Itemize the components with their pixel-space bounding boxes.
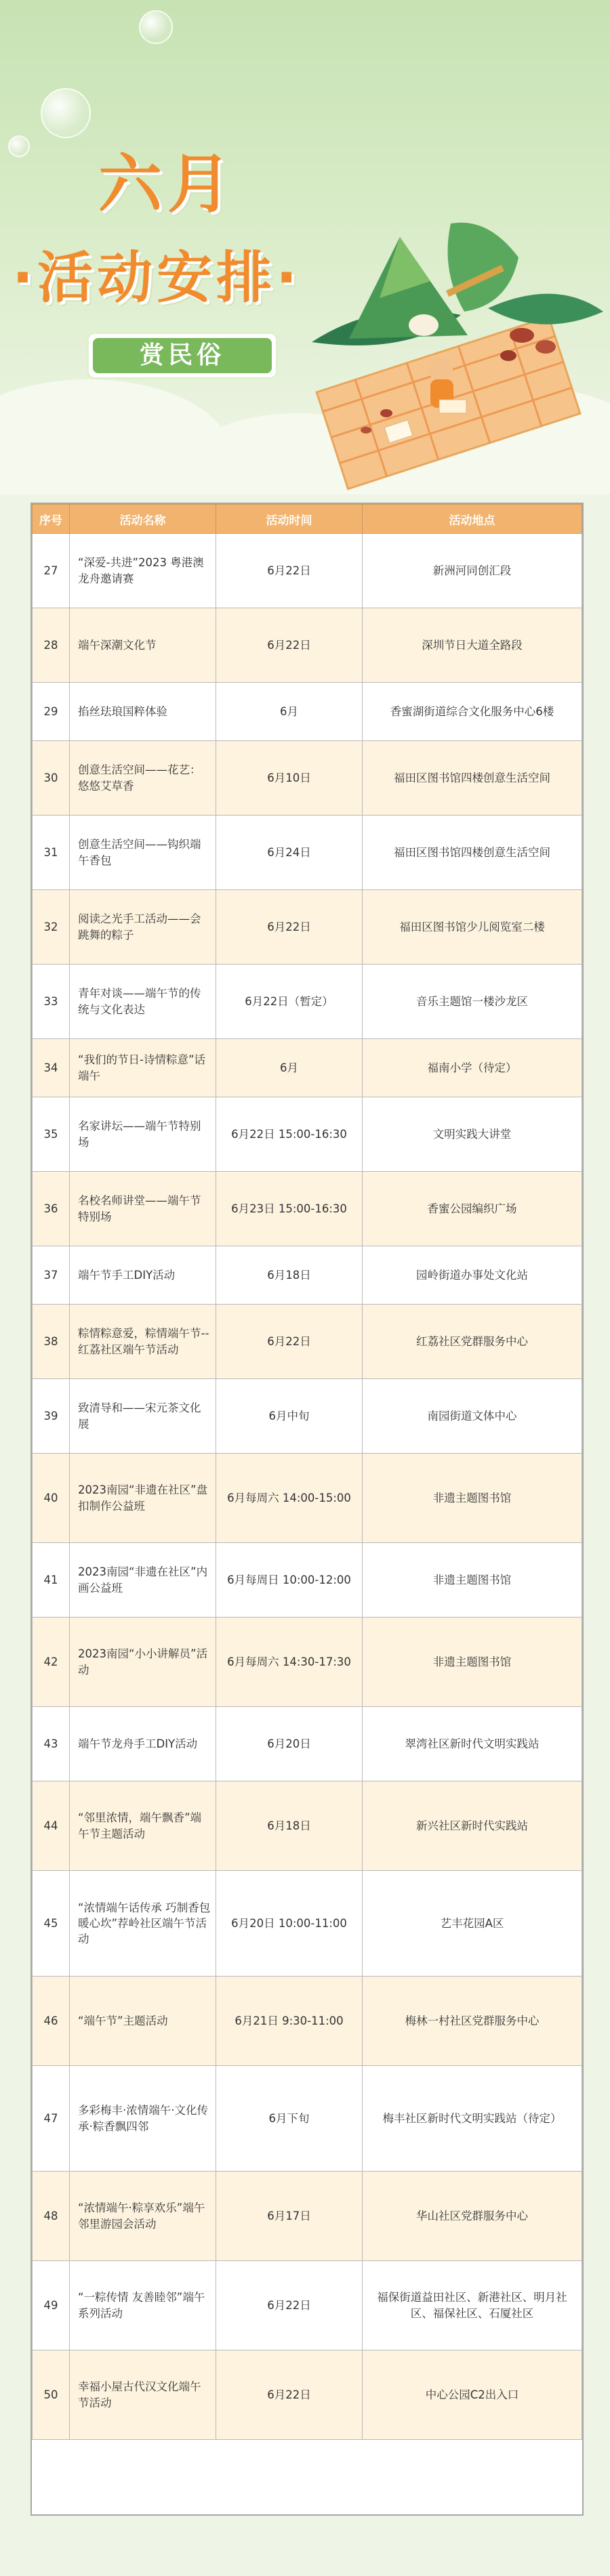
table-row: [33, 2350, 582, 2440]
activity-time-cell: 6月17日: [216, 2172, 363, 2261]
activity-time-cell: 6月每周六 14:30-17:30: [216, 1618, 363, 1707]
activity-time-cell: 6月22日: [216, 608, 363, 683]
activity-time-cell: 6月23日 15:00-16:30: [216, 1172, 363, 1246]
activity-time-cell: 6月18日: [216, 1781, 363, 1871]
table-row: [33, 1379, 582, 1454]
activity-place-cell: 翠湾社区新时代文明实践站: [363, 1707, 582, 1781]
table-row: [33, 2066, 582, 2172]
activity-time-cell: 6月22日（暂定）: [216, 965, 363, 1039]
activity-name-cell: 名家讲坛——端午节特别场: [70, 1097, 216, 1172]
row-number-cell: 30: [33, 741, 70, 816]
activity-name-cell: “一粽传情 友善睦邻”端午系列活动: [70, 2261, 216, 2350]
table-row: [33, 816, 582, 890]
activity-time-cell: 6月20日: [216, 1707, 363, 1781]
column-header: 活动时间: [216, 505, 363, 534]
row-number-cell: 50: [33, 2350, 70, 2440]
activity-place-cell: 福南小学（待定）: [363, 1039, 582, 1097]
table-row: [33, 1871, 582, 1977]
activity-place-cell: 深圳节日大道全路段: [363, 608, 582, 683]
activity-place-cell: 红荔社区党群服务中心: [363, 1305, 582, 1379]
activity-time-cell: 6月22日: [216, 1305, 363, 1379]
activity-place-cell: 南园街道文体中心: [363, 1379, 582, 1454]
activity-place-cell: 梅丰社区新时代文明实践站（待定）: [363, 2066, 582, 2172]
activity-name-cell: 掐丝珐琅国粹体验: [70, 683, 216, 741]
table-row: [33, 890, 582, 965]
schedule-table: [32, 504, 582, 2440]
activity-time-cell: 6月: [216, 1039, 363, 1097]
row-number-cell: 47: [33, 2066, 70, 2172]
activity-place-cell: 福保街道益田社区、新港社区、明月社区、福保社区、石厦社区: [363, 2261, 582, 2350]
activity-time-cell: 6月22日 15:00-16:30: [216, 1097, 363, 1172]
bubble-decoration: [41, 88, 91, 138]
row-number-cell: 45: [33, 1871, 70, 1977]
activity-name-cell: 多彩梅丰·浓情端午·文化传承·粽香飘四邻: [70, 2066, 216, 2172]
table-row: [33, 608, 582, 683]
column-header: 活动地点: [363, 505, 582, 534]
activity-name-cell: 2023南园“非遗在社区”盘扣制作公益班: [70, 1454, 216, 1543]
page-subtitle: ·活动安排·: [12, 246, 302, 310]
activity-name-cell: “浓情端午·粽享欢乐”端午邻里游园会活动: [70, 2172, 216, 2261]
row-number-cell: 31: [33, 816, 70, 890]
row-number-cell: 39: [33, 1379, 70, 1454]
activity-name-cell: “浓情端午话传承 巧制香包暖心坎”荐岭社区端午节活动: [70, 1871, 216, 1977]
schedule-table-card: [30, 503, 584, 2516]
category-badge-label: 赏民俗: [93, 338, 272, 373]
activity-time-cell: 6月22日: [216, 534, 363, 608]
activity-place-cell: 福田区图书馆四楼创意生活空间: [363, 816, 582, 890]
activity-place-cell: 福田区图书馆少儿阅览室二楼: [363, 890, 582, 965]
activity-place-cell: 艺丰花园A区: [363, 1871, 582, 1977]
activity-time-cell: 6月每周日 10:00-12:00: [216, 1543, 363, 1618]
activity-time-cell: 6月每周六 14:00-15:00: [216, 1454, 363, 1543]
activity-place-cell: 文明实践大讲堂: [363, 1097, 582, 1172]
table-row: [33, 1543, 582, 1618]
activity-name-cell: “邻里浓情，端午飘香”端午节主题活动: [70, 1781, 216, 1871]
column-header: 活动名称: [70, 505, 216, 534]
activity-place-cell: 梅林一村社区党群服务中心: [363, 1977, 582, 2066]
activity-time-cell: 6月下旬: [216, 2066, 363, 2172]
activity-name-cell: 名校名师讲堂——端午节特别场: [70, 1172, 216, 1246]
table-row: [33, 1454, 582, 1543]
row-number-cell: 29: [33, 683, 70, 741]
table-row: [33, 1246, 582, 1305]
activity-time-cell: 6月中旬: [216, 1379, 363, 1454]
activity-place-cell: 非遗主题图书馆: [363, 1454, 582, 1543]
activity-place-cell: 非遗主题图书馆: [363, 1543, 582, 1618]
activity-time-cell: 6月22日: [216, 890, 363, 965]
activity-name-cell: 致清导和——宋元茶文化展: [70, 1379, 216, 1454]
row-number-cell: 34: [33, 1039, 70, 1097]
activity-time-cell: 6月24日: [216, 816, 363, 890]
activity-name-cell: 阅读之光手工活动——会跳舞的粽子: [70, 890, 216, 965]
header-banner: [0, 0, 610, 494]
table-row: [33, 741, 582, 816]
row-number-cell: 33: [33, 965, 70, 1039]
table-row: [33, 1618, 582, 1707]
activity-place-cell: 中心公园C2出入口: [363, 2350, 582, 2440]
table-row: [33, 683, 582, 741]
activity-place-cell: 新洲河同创汇段: [363, 534, 582, 608]
activity-place-cell: 非遗主题图书馆: [363, 1618, 582, 1707]
row-number-cell: 37: [33, 1246, 70, 1305]
activity-place-cell: 音乐主题馆一楼沙龙区: [363, 965, 582, 1039]
table-row: [33, 1977, 582, 2066]
activity-name-cell: 2023南园“非遗在社区”内画公益班: [70, 1543, 216, 1618]
activity-name-cell: 创意生活空间——花艺：悠悠艾草香: [70, 741, 216, 816]
row-number-cell: 46: [33, 1977, 70, 2066]
activity-time-cell: 6月10日: [216, 741, 363, 816]
activity-place-cell: 香蜜湖街道综合文化服务中心6楼: [363, 683, 582, 741]
row-number-cell: 32: [33, 890, 70, 965]
activity-name-cell: “我们的节日-诗情粽意”话端午: [70, 1039, 216, 1097]
bubble-decoration: [8, 135, 30, 157]
table-row: [33, 965, 582, 1039]
activity-place-cell: 福田区图书馆四楼创意生活空间: [363, 741, 582, 816]
row-number-cell: 27: [33, 534, 70, 608]
activity-time-cell: 6月: [216, 683, 363, 741]
activity-place-cell: 园岭街道办事处文化站: [363, 1246, 582, 1305]
table-row: [33, 1097, 582, 1172]
row-number-cell: 41: [33, 1543, 70, 1618]
activity-name-cell: “深爱-共进”2023 粤港澳龙舟邀请赛: [70, 534, 216, 608]
table-row: [33, 534, 582, 608]
activity-name-cell: 2023南园“小小讲解员”活动: [70, 1618, 216, 1707]
activity-place-cell: 华山社区党群服务中心: [363, 2172, 582, 2261]
activity-time-cell: 6月22日: [216, 2350, 363, 2440]
category-badge: [87, 332, 278, 379]
activity-name-cell: 青年对谈——端午节的传统与文化表达: [70, 965, 216, 1039]
activity-name-cell: 幸福小屋古代汉文化端午节活动: [70, 2350, 216, 2440]
row-number-cell: 36: [33, 1172, 70, 1246]
activity-time-cell: 6月18日: [216, 1246, 363, 1305]
activity-name-cell: 端午深潮文化节: [70, 608, 216, 683]
table-row: [33, 2261, 582, 2350]
activity-time-cell: 6月21日 9:30-11:00: [216, 1977, 363, 2066]
activity-name-cell: “端午节”主题活动: [70, 1977, 216, 2066]
row-number-cell: 43: [33, 1707, 70, 1781]
activity-place-cell: 新兴社区新时代实践站: [363, 1781, 582, 1871]
zongzi-illustration: [285, 196, 610, 494]
activity-name-cell: 端午节龙舟手工DIY活动: [70, 1707, 216, 1781]
row-number-cell: 44: [33, 1781, 70, 1871]
row-number-cell: 48: [33, 2172, 70, 2261]
row-number-cell: 40: [33, 1454, 70, 1543]
row-number-cell: 38: [33, 1305, 70, 1379]
row-number-cell: 42: [33, 1618, 70, 1707]
activity-place-cell: 香蜜公园编织广场: [363, 1172, 582, 1246]
bubble-decoration: [139, 10, 173, 44]
column-header: 序号: [33, 505, 70, 534]
table-header-row: [33, 505, 582, 534]
row-number-cell: 28: [33, 608, 70, 683]
row-number-cell: 35: [33, 1097, 70, 1172]
page-footer-space: [0, 2516, 610, 2576]
table-row: [33, 2172, 582, 2261]
page-title: 六月: [98, 148, 237, 221]
activity-name-cell: 粽情粽意爱，粽情端午节--红荔社区端午节活动: [70, 1305, 216, 1379]
activity-time-cell: 6月22日: [216, 2261, 363, 2350]
activity-name-cell: 端午节手工DIY活动: [70, 1246, 216, 1305]
table-row: [33, 1305, 582, 1379]
activity-name-cell: 创意生活空间——钩织端午香包: [70, 816, 216, 890]
table-row: [33, 1707, 582, 1781]
table-row: [33, 1172, 582, 1246]
row-number-cell: 49: [33, 2261, 70, 2350]
table-row: [33, 1781, 582, 1871]
activity-time-cell: 6月20日 10:00-11:00: [216, 1871, 363, 1977]
table-row: [33, 1039, 582, 1097]
